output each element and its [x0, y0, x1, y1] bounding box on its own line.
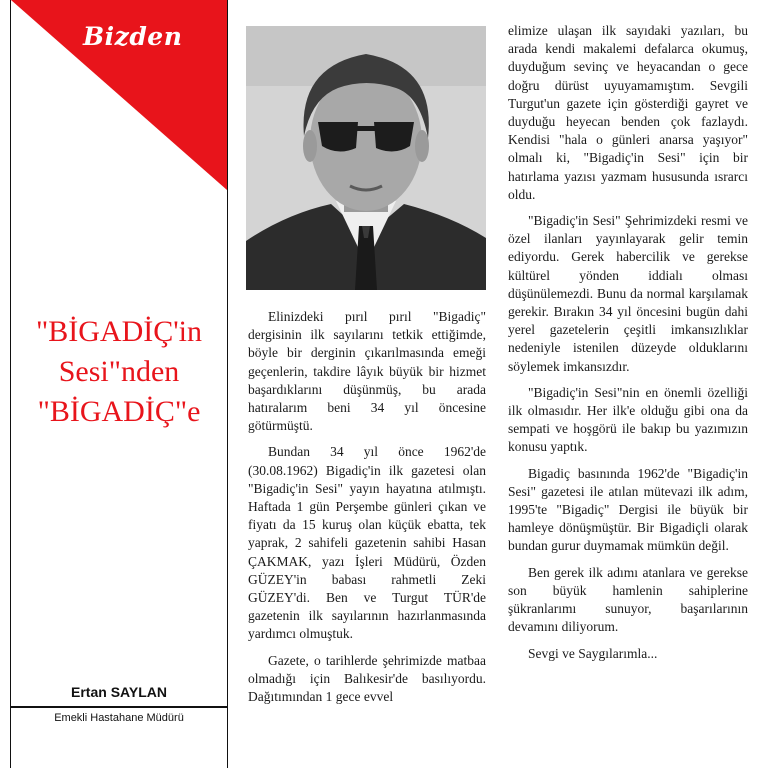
- author-name: Ertan SAYLAN: [71, 684, 167, 700]
- author-portrait-photo: [246, 26, 486, 290]
- headline-line: "BİGADİÇ'in: [36, 315, 202, 348]
- section-tag: Bizden: [83, 22, 183, 51]
- article-headline: [11, 312, 227, 432]
- headline-line: Sesi"nden: [58, 355, 180, 388]
- article-column-left: [248, 308, 486, 714]
- portrait-illustration: [246, 26, 486, 290]
- divider: [11, 706, 227, 708]
- article-paragraph: Gazete, o tarihlerde şehrimizde matbaa olmadığı için Balıkesir'de basılıyordu. Dağıtımından 1 gece evvel: [248, 652, 486, 705]
- author-title: Emekli Hastahane Müdürü: [54, 712, 184, 724]
- headline-line: "BİGADİÇ"e: [37, 395, 201, 428]
- article-paragraph: "Bigadiç'in Sesi"nin en önemli özelliği ilk olmasıdır. Her ilk'e olduğu gibi ona da sempati ve hoşgörü ile bakıp bu yazımızın konusu yaptık.: [508, 384, 748, 455]
- article-column-right: [508, 22, 748, 671]
- article-paragraph: Elinizdeki pırıl pırıl "Bigadiç" dergisinin ilk sayılarını tetkik ettiğimde, böyle bir derginin çıkarılmasında emeği geçenlerin, takdire lâyık büyük bir hizmet başardıklarını düşünmüş, bu arada hatıralarım beni 34 yıl öncesine götürmüştü.: [248, 309, 486, 434]
- article-paragraph: Bigadiç basınında 1962'de "Bigadiç'in Sesi" gazetesi ile atılan mütevazi ilk adım, 1995'te "Bigadiç" Dergisi ile büyük bir hamleye dönüşmüştür. Bir Bigadiçli olarak bundan gurur duymamak mümkün değil.: [508, 465, 748, 554]
- sidebar: [10, 0, 228, 768]
- article-paragraph: "Bigadiç'in Sesi" Şehrimizdeki resmi ve özel ilanları yayınlayarak gelir temin ediyordu. Gerek habercilik ve gerekse kültürel yönden iddialı olması düşünülemezdi. Bunu da normal karşılamak gerekir. Bırakın 34 yıl öncesini bugün dahi yerel gazetelerin çeşitli imkansızlıklar nedeniyle istenilen düzeyde olduklarını söylemek imkansızdır.: [508, 213, 748, 374]
- article-signoff: Sevgi ve Saygılarımla...: [528, 645, 658, 661]
- article-paragraph: Bundan 34 yıl önce 1962'de (30.08.1962) Bigadiç'in ilk gazetesi olan "Bigadiç'in Sesi" yayın hayatına atılmıştı. Haftada 1 gün Perşembe günleri çıkan ve fiyatı da 15 kuruş olan küçük ebatta, tek yaprak, 2 sahifeli gazetenin sahibi Hasan ÇAKMAK, yazı İşleri Müdürü, Özden GÜZEY'in babası rahmetli Zeki GÜZEY'di. Ben ve Turgut TÜR'de gazetenin ilk sayılarının hazırlanmasında yardımcı olmuştuk.: [248, 444, 486, 642]
- article-paragraph-continued: elimize ulaşan ilk sayıdaki yazıları, bu arada kendi makalemi defalarca okumuş, duyduğum sevinç ve heyacandan o gece doğru dürüst uyuyamamıştım. Sevgili Turgut'un gazete için gösterdiği gayret ve duyduğu heyecan benden çok fazlaydı. Kendisi "hala o günleri anarsa yaşıyor" olmalı ki, "Bigadiç'in Sesi" için bir hatırlama yazısı yazmam hususunda ısrarcı oldu.: [508, 23, 748, 202]
- article-paragraph: Ben gerek ilk adımı atanlara ve gerekse son büyük hamlenin sahiplerine şükranlarımı sunuyor, başarılarının devamını diliyorum.: [508, 564, 748, 635]
